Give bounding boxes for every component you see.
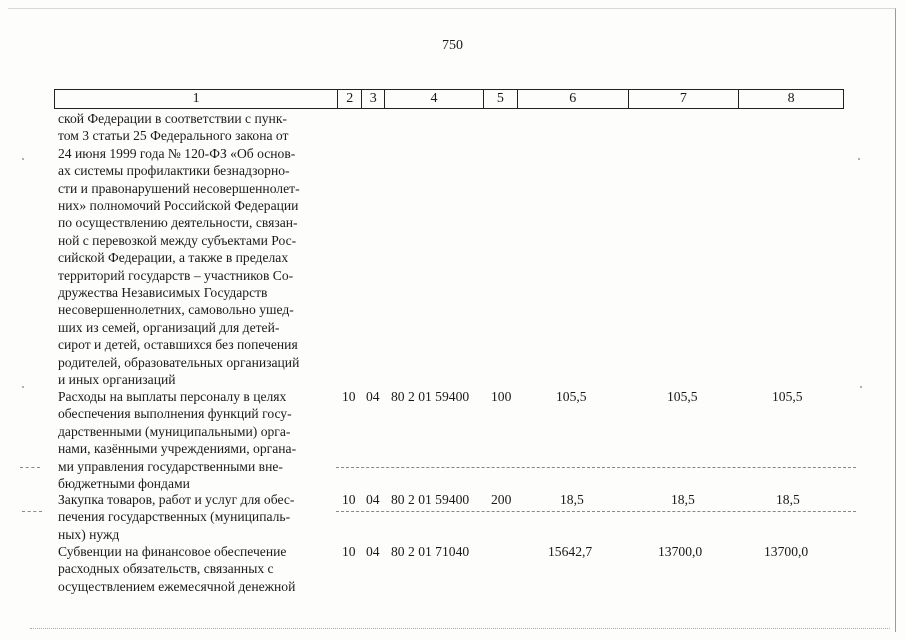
csr-cell: 80 2 01 59400 xyxy=(391,389,470,404)
razdel-cell: 10 xyxy=(342,389,356,404)
table-row-description xyxy=(58,543,331,595)
description-line: дружества Независимых Государств xyxy=(58,285,268,301)
scan-mark xyxy=(336,467,856,468)
column-header-1: 1 xyxy=(55,90,338,108)
table-row-description xyxy=(58,388,331,492)
csr-cell: 80 2 01 71040 xyxy=(391,544,470,559)
podrazdel-cell: 04 xyxy=(366,544,380,559)
scan-mark xyxy=(22,511,42,512)
value-col7-cell: 105,5 xyxy=(667,389,698,404)
column-header-8: 8 xyxy=(787,91,795,106)
description-line: ших из семей, организаций для детей- xyxy=(58,319,280,335)
description-line: расходных обязательств, связанных с xyxy=(58,561,274,577)
description-line: и иных организаций xyxy=(58,372,176,388)
description-line: Расходы на выплаты персоналу в целях xyxy=(58,389,287,404)
description-line: Закупка товаров, работ и услуг для обес- xyxy=(58,492,295,507)
table-row-description xyxy=(58,110,331,389)
description-line: бюджетными фондами xyxy=(58,476,190,492)
vr-cell: 200 xyxy=(491,492,512,507)
description-line: том 3 статьи 25 Федерального закона от xyxy=(58,128,289,144)
description-line: обеспечения выполнения функций госу- xyxy=(58,406,292,422)
scan-mark xyxy=(22,386,24,388)
table-row-description xyxy=(58,491,331,543)
podrazdel-cell: 04 xyxy=(366,389,380,404)
column-header-7: 7 xyxy=(629,90,740,108)
scan-mark xyxy=(20,467,40,468)
scan-mark xyxy=(30,628,890,629)
description-line: нами, казёнными учреждениями, органа- xyxy=(58,441,297,457)
value-col6-cell: 15642,7 xyxy=(548,544,593,559)
razdel-cell: 10 xyxy=(342,492,356,507)
description-line: по осуществлению деятельности, связан- xyxy=(58,215,298,231)
description-line: ной с перевозкой между субъектами Рос- xyxy=(58,232,297,248)
vr-cell: 100 xyxy=(491,389,512,404)
description-line: ах системы профилактики безнадзорно- xyxy=(58,163,290,179)
scan-mark xyxy=(22,158,24,160)
description-line: осуществлением ежемесячной денежной xyxy=(58,578,296,594)
column-header-4: 4 xyxy=(385,90,484,108)
description-line: Субвенции на финансовое обеспечение xyxy=(58,544,287,559)
column-header-3: 3 xyxy=(362,90,385,108)
scan-mark xyxy=(860,386,862,388)
csr-cell: 80 2 01 59400 xyxy=(391,492,470,507)
value-col6-cell: 105,5 xyxy=(556,389,587,404)
description-line: ми управления государственными вне- xyxy=(58,458,283,474)
description-line: них» полномочий Российской Федерации xyxy=(58,198,299,214)
description-line: сийской Федерации, а также в пределах xyxy=(58,250,289,266)
value-col7-cell: 13700,0 xyxy=(658,544,703,559)
razdel-cell: 10 xyxy=(342,544,356,559)
description-line: ской Федерации в соответствии с пунк- xyxy=(58,111,287,126)
description-line: несовершеннолетних, самовольно ушед- xyxy=(58,302,294,318)
description-line: ных) нужд xyxy=(58,526,120,542)
page-number: 750 xyxy=(442,38,463,53)
value-col7-cell: 18,5 xyxy=(671,492,695,507)
value-col8-cell: 105,5 xyxy=(772,389,803,404)
table-header xyxy=(54,89,844,109)
description-line: дарственными (муниципальными) орга- xyxy=(58,423,291,439)
description-line: 24 июня 1999 года № 120-ФЗ «Об основ- xyxy=(58,145,296,161)
scan-mark xyxy=(858,158,860,160)
description-line: сирот и детей, оставшихся без попечения xyxy=(58,337,298,353)
description-line: сти и правонарушений несовершеннолет- xyxy=(58,180,300,196)
column-header-5: 5 xyxy=(484,90,518,108)
value-col8-cell: 18,5 xyxy=(776,492,800,507)
podrazdel-cell: 04 xyxy=(366,492,380,507)
scan-mark xyxy=(336,511,856,512)
description-line: территорий государств – участников Со- xyxy=(58,267,294,283)
value-col6-cell: 18,5 xyxy=(560,492,584,507)
description-line: родителей, образовательных организаций xyxy=(58,354,300,370)
column-header-6: 6 xyxy=(518,90,629,108)
description-line: печения государственных (муниципаль- xyxy=(58,509,291,525)
column-header-2: 2 xyxy=(338,90,362,108)
value-col8-cell: 13700,0 xyxy=(764,544,809,559)
